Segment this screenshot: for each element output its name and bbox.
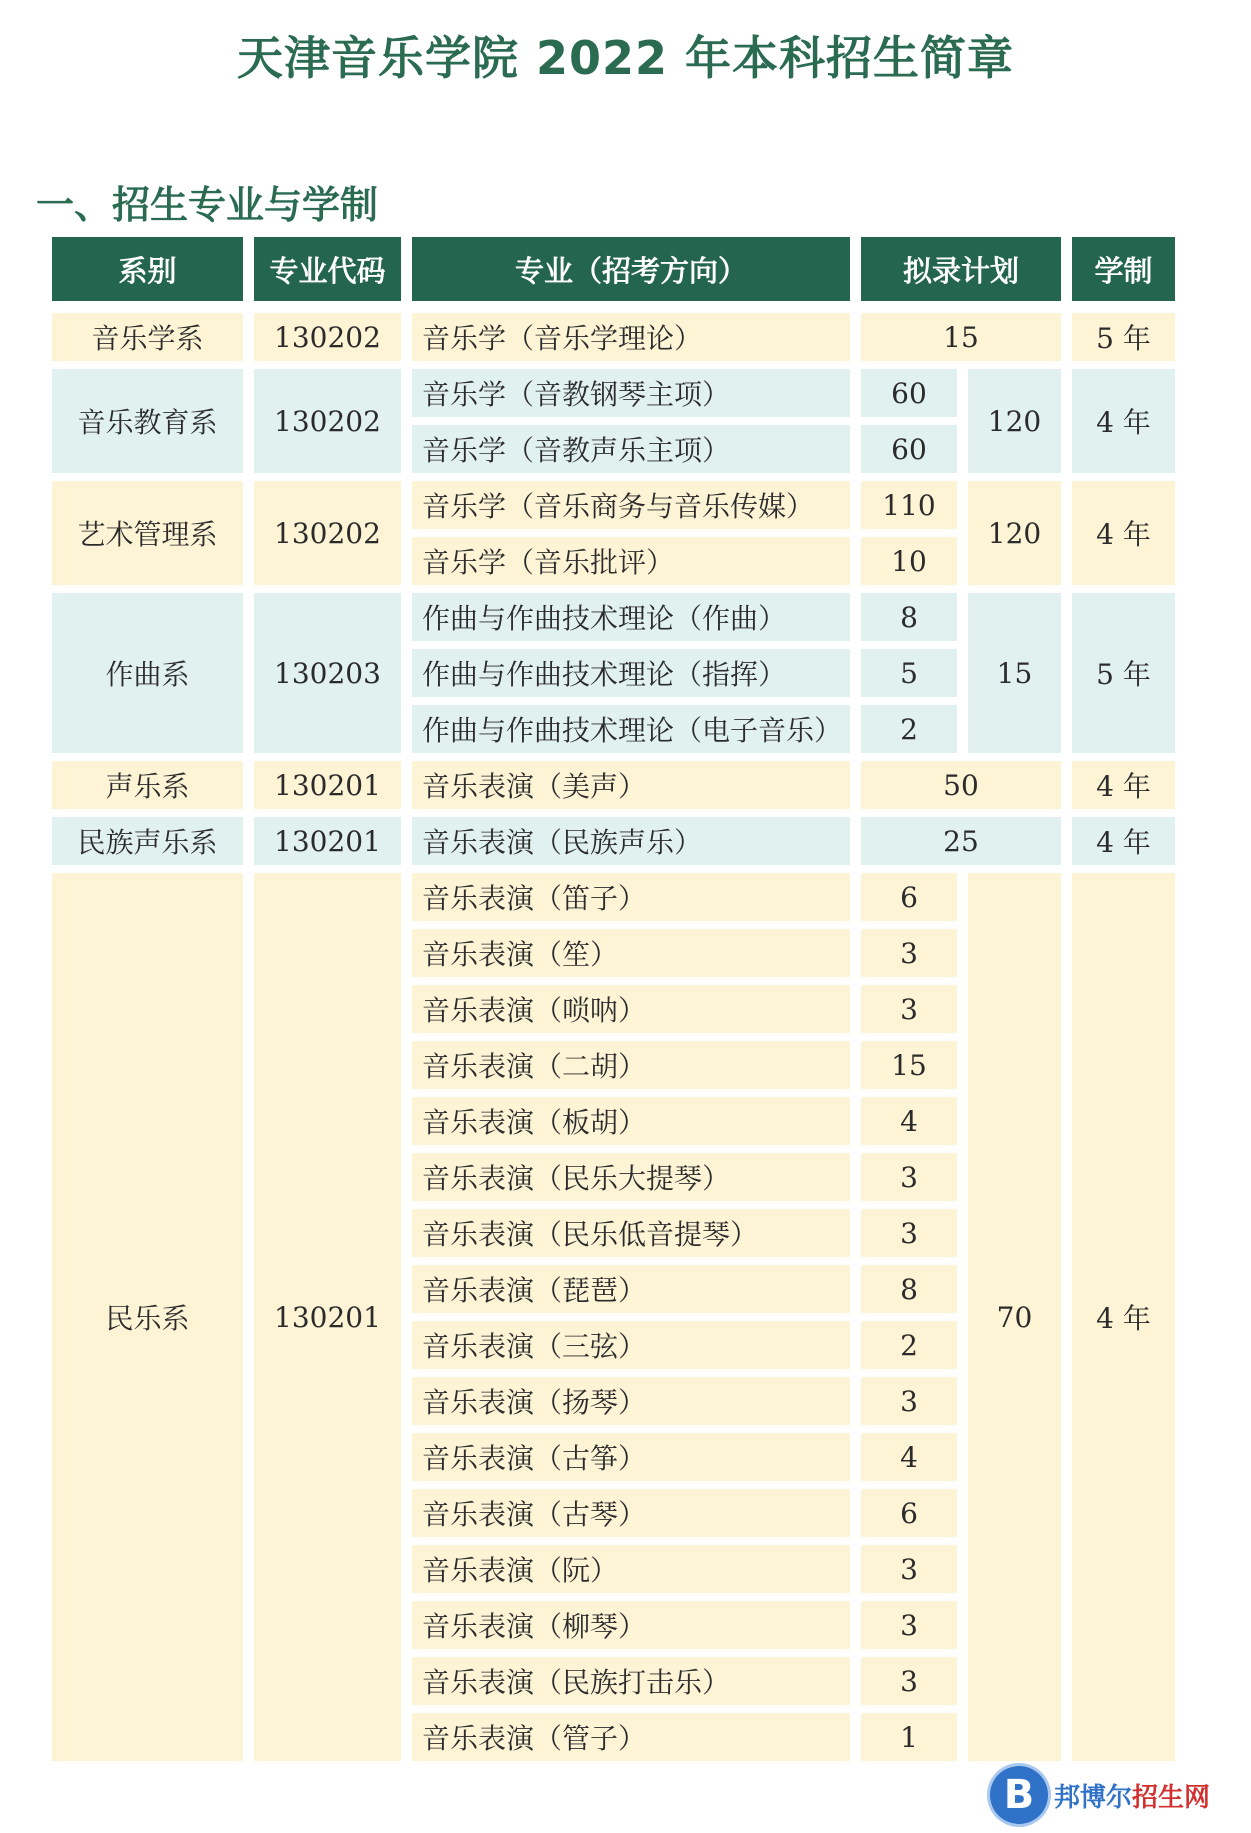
major-cell: 作曲与作曲技术理论（作曲） bbox=[412, 593, 850, 641]
watermark bbox=[990, 1762, 1248, 1828]
plan-cell: 5 bbox=[861, 649, 957, 697]
plan-cell: 3 bbox=[861, 929, 957, 977]
plan-cell: 3 bbox=[861, 985, 957, 1033]
code-cell: 130201 bbox=[254, 873, 401, 1761]
logo-icon: B bbox=[990, 1766, 1048, 1824]
plan-cell: 3 bbox=[861, 1601, 957, 1649]
major-cell: 音乐表演（笛子） bbox=[412, 873, 850, 921]
header-major: 专业（招考方向） bbox=[412, 237, 850, 301]
department-cell: 音乐教育系 bbox=[52, 369, 243, 473]
years-cell: 5 年 bbox=[1072, 313, 1175, 361]
years-cell: 4 年 bbox=[1072, 817, 1175, 865]
plan-cell: 3 bbox=[861, 1377, 957, 1425]
major-cell: 作曲与作曲技术理论（电子音乐） bbox=[412, 705, 850, 753]
header-code: 专业代码 bbox=[254, 237, 401, 301]
department-cell: 音乐学系 bbox=[52, 313, 243, 361]
code-cell: 130202 bbox=[254, 369, 401, 473]
code-cell: 130203 bbox=[254, 593, 401, 753]
major-cell: 音乐表演（民乐低音提琴） bbox=[412, 1209, 850, 1257]
page-title: 天津音乐学院 2022 年本科招生简章 bbox=[236, 31, 1015, 85]
major-cell: 音乐表演（民乐大提琴） bbox=[412, 1153, 850, 1201]
major-cell: 音乐表演（民族打击乐） bbox=[412, 1657, 850, 1705]
plan-cell: 1 bbox=[861, 1713, 957, 1761]
major-cell: 音乐学（音乐批评） bbox=[412, 537, 850, 585]
years-cell: 4 年 bbox=[1072, 481, 1175, 585]
section-title: 一、招生专业与学制 bbox=[36, 183, 379, 227]
years-cell: 4 年 bbox=[1072, 873, 1175, 1761]
plan-cell: 6 bbox=[861, 1489, 957, 1537]
plan-cell: 15 bbox=[861, 1041, 957, 1089]
major-cell: 音乐表演（古筝） bbox=[412, 1433, 850, 1481]
plan-cell: 2 bbox=[861, 705, 957, 753]
major-cell: 音乐学（音乐学理论） bbox=[412, 313, 850, 361]
major-cell: 音乐表演（管子） bbox=[412, 1713, 850, 1761]
code-cell: 130201 bbox=[254, 817, 401, 865]
years-cell: 4 年 bbox=[1072, 761, 1175, 809]
major-cell: 音乐表演（柳琴） bbox=[412, 1601, 850, 1649]
major-cell: 音乐学（音乐商务与音乐传媒） bbox=[412, 481, 850, 529]
watermark-text-a: 邦博尔 bbox=[1054, 1782, 1133, 1813]
plan-cell: 60 bbox=[861, 425, 957, 473]
plan-cell: 15 bbox=[861, 313, 1061, 361]
major-cell: 音乐表演（阮） bbox=[412, 1545, 850, 1593]
code-cell: 130202 bbox=[254, 313, 401, 361]
header-department: 系别 bbox=[52, 237, 243, 301]
plan-cell: 110 bbox=[861, 481, 957, 529]
major-cell: 音乐表演（美声） bbox=[412, 761, 850, 809]
plan-cell: 50 bbox=[861, 761, 1061, 809]
major-cell: 音乐表演（唢呐） bbox=[412, 985, 850, 1033]
watermark-text-b: 招生网 bbox=[1132, 1782, 1211, 1813]
major-cell: 音乐学（音教声乐主项） bbox=[412, 425, 850, 473]
code-cell: 130201 bbox=[254, 761, 401, 809]
plan-total-cell: 70 bbox=[968, 873, 1061, 1761]
plan-cell: 6 bbox=[861, 873, 957, 921]
plan-cell: 3 bbox=[861, 1545, 957, 1593]
code-cell: 130202 bbox=[254, 481, 401, 585]
major-cell: 音乐表演（民族声乐） bbox=[412, 817, 850, 865]
department-cell: 民族声乐系 bbox=[52, 817, 243, 865]
major-cell: 音乐表演（板胡） bbox=[412, 1097, 850, 1145]
plan-cell: 3 bbox=[861, 1209, 957, 1257]
department-cell: 声乐系 bbox=[52, 761, 243, 809]
plan-cell: 60 bbox=[861, 369, 957, 417]
major-cell: 音乐表演（古琴） bbox=[412, 1489, 850, 1537]
major-cell: 音乐表演（二胡） bbox=[412, 1041, 850, 1089]
plan-total-cell: 15 bbox=[968, 593, 1061, 753]
header-years: 学制 bbox=[1072, 237, 1175, 301]
major-cell: 音乐表演（三弦） bbox=[412, 1321, 850, 1369]
header-plan: 拟录计划 bbox=[861, 237, 1061, 301]
major-cell: 音乐学（音教钢琴主项） bbox=[412, 369, 850, 417]
department-cell: 艺术管理系 bbox=[52, 481, 243, 585]
plan-cell: 4 bbox=[861, 1433, 957, 1481]
major-cell: 音乐表演（笙） bbox=[412, 929, 850, 977]
major-cell: 音乐表演（琵琶） bbox=[412, 1265, 850, 1313]
watermark-text bbox=[1054, 1777, 1210, 1814]
years-cell: 5 年 bbox=[1072, 593, 1175, 753]
plan-cell: 3 bbox=[861, 1153, 957, 1201]
major-cell: 音乐表演（扬琴） bbox=[412, 1377, 850, 1425]
plan-cell: 4 bbox=[861, 1097, 957, 1145]
plan-cell: 25 bbox=[861, 817, 1061, 865]
plan-total-cell: 120 bbox=[968, 369, 1061, 473]
years-cell: 4 年 bbox=[1072, 369, 1175, 473]
major-cell: 作曲与作曲技术理论（指挥） bbox=[412, 649, 850, 697]
plan-total-cell: 120 bbox=[968, 481, 1061, 585]
plan-cell: 3 bbox=[861, 1657, 957, 1705]
plan-cell: 10 bbox=[861, 537, 957, 585]
department-cell: 作曲系 bbox=[52, 593, 243, 753]
department-cell: 民乐系 bbox=[52, 873, 243, 1761]
plan-cell: 8 bbox=[861, 593, 957, 641]
plan-cell: 2 bbox=[861, 1321, 957, 1369]
plan-cell: 8 bbox=[861, 1265, 957, 1313]
